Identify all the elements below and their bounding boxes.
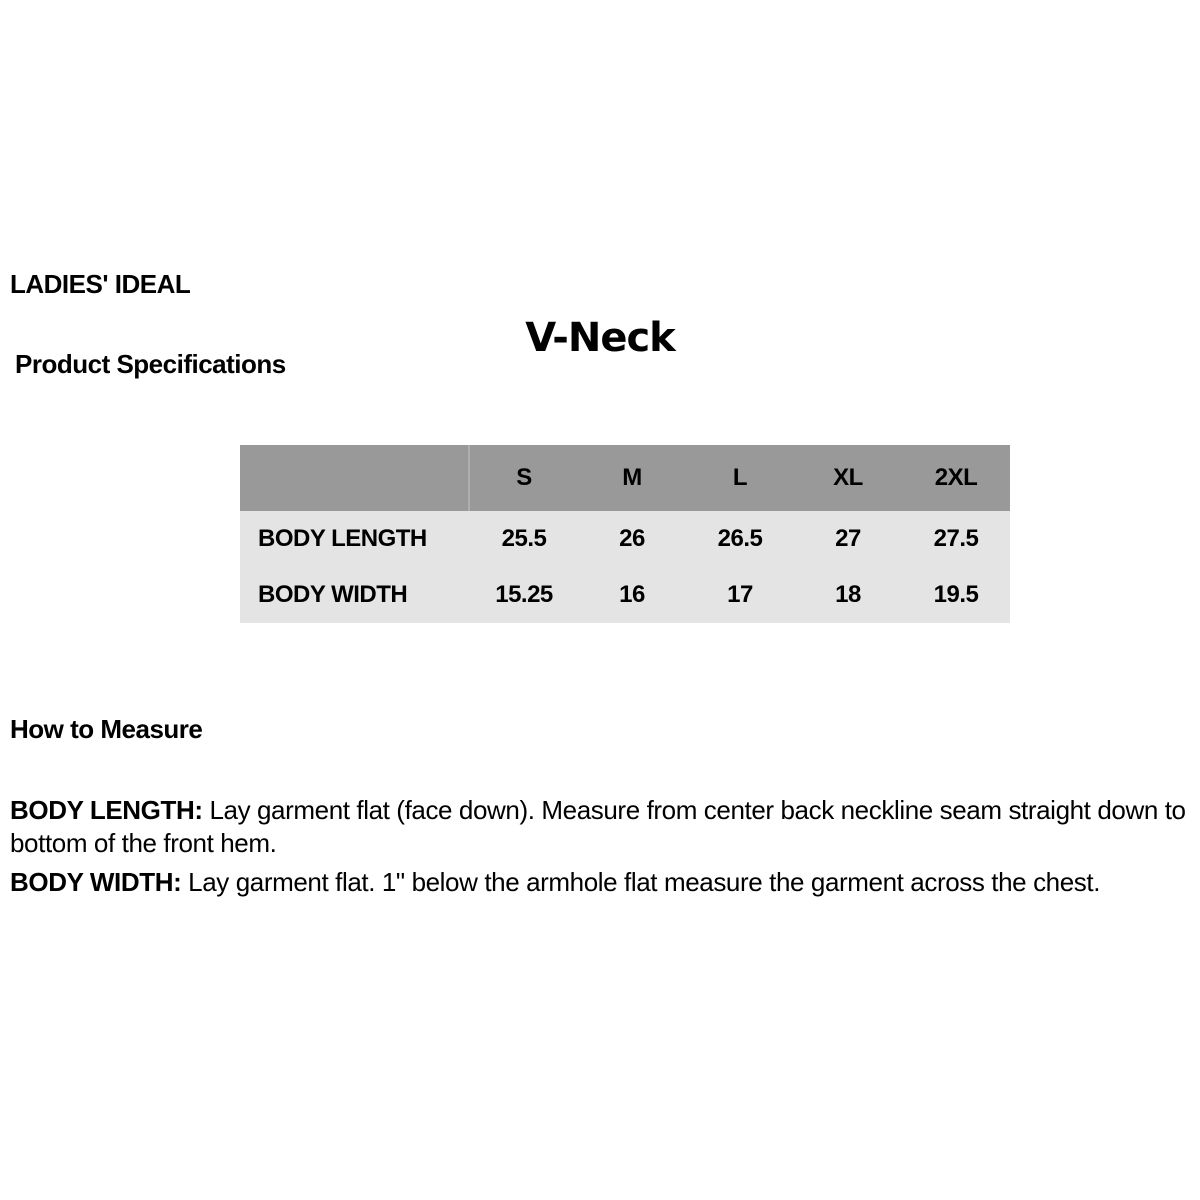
body-length-instruction <box>10 794 1196 860</box>
size-column-header-xl: XL <box>833 464 863 491</box>
body-width-term: BODY WIDTH: <box>10 867 182 897</box>
table-row-body-length <box>240 511 1010 567</box>
spec-cell: 18 <box>835 581 861 608</box>
page-title: Product Specifications <box>15 349 286 379</box>
size-column-header-s: S <box>516 464 532 491</box>
spec-cell: 26.5 <box>717 525 763 552</box>
how-to-measure-instructions <box>10 794 1196 899</box>
spec-cell: 27.5 <box>933 525 979 552</box>
spec-cell: 25.5 <box>501 525 547 552</box>
table-row-body-width <box>240 567 1010 623</box>
size-column-header-m: M <box>622 464 642 491</box>
spec-row-label: BODY WIDTH <box>258 581 408 608</box>
body-width-instruction <box>10 866 1196 899</box>
spec-cell: 17 <box>727 581 753 608</box>
size-table-header-row <box>240 445 1010 511</box>
spec-row-label: BODY LENGTH <box>258 525 427 552</box>
body-length-term: BODY LENGTH: <box>10 795 203 825</box>
spec-cell: 15.25 <box>495 581 553 608</box>
spec-cell: 26 <box>619 525 645 552</box>
size-column-header-2xl: 2XL <box>934 464 978 491</box>
body-width-description: Lay garment flat. 1" below the armhole flat measure the garment across the chest. <box>188 867 1101 897</box>
size-spec-table <box>240 445 1010 623</box>
size-column-header-l: L <box>732 464 748 491</box>
spec-cell: 16 <box>619 581 645 608</box>
how-to-measure-heading: How to Measure <box>10 714 203 744</box>
table-corner-cell <box>240 445 470 511</box>
product-name: V-Neck <box>525 315 675 361</box>
spec-cell: 19.5 <box>933 581 979 608</box>
size-table-body <box>240 511 1010 623</box>
brand-title: LADIES' IDEAL <box>10 269 191 299</box>
spec-cell: 27 <box>835 525 861 552</box>
body-length-description: Lay garment flat (face down). Measure from center back neckline seam straight down to bottom of the front hem. <box>10 795 1186 858</box>
